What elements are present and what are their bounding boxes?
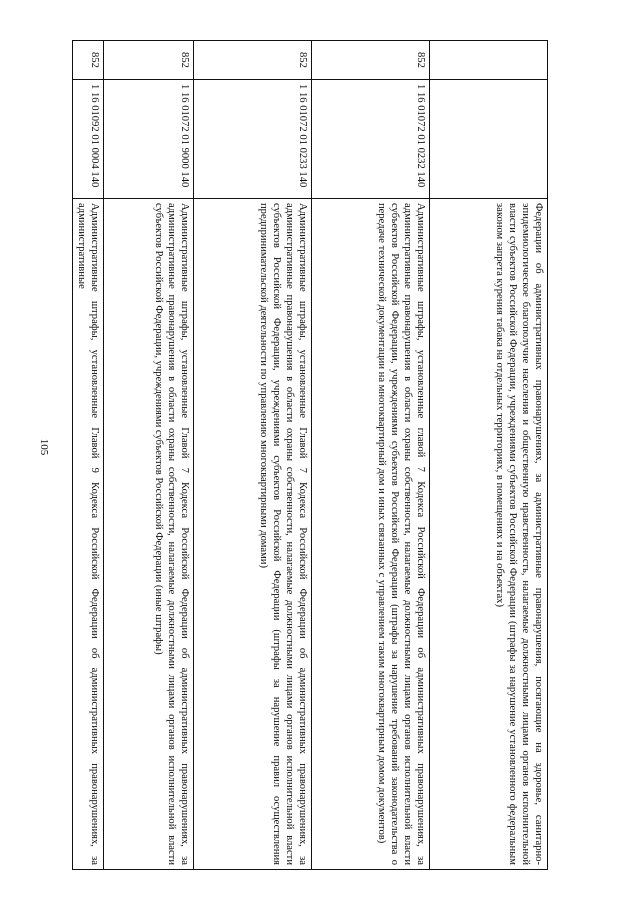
description-cell: Административные штрафы, установленные главой 7 Кодекса Российской Федерации об административных правонарушениях, за административные правонарушения в области охраны собственности, налагаемые должностными лицами органов исполнительной власти субъектов Российской Федерации, учреждениями субъектов Российской Федерации (штрафы за нарушение требований законодательства о передаче технической документации на многоквартирный дом и иных связанных с управлением таким многоквартирным домом документов) [312, 199, 430, 870]
table-row [194, 41, 312, 870]
description-cell: Административные штрафы, установленные Главой 9 Кодекса Российской Федерации об административных правонарушениях, за административные [73, 199, 104, 870]
admin-code-cell: 852 [104, 41, 194, 80]
page-number: 105 [38, 438, 50, 456]
description-cell: Административные штрафы, установленные Главой 7 Кодекса Российской Федерации об административных правонарушениях, за административные правонарушения в области охраны собственности, налагаемые должностными лицами органов исполнительной власти субъектов Российской Федерации, учреждениями субъектов Российской Федерации (штрафы за нарушение правил осуществления предпринимательской деятельности по управлению многоквартирными домами) [194, 199, 312, 870]
admin-code-cell: 852 [312, 41, 430, 80]
table-row [430, 41, 548, 870]
rotated-table [78, 40, 548, 870]
admin-code-cell: 852 [194, 41, 312, 80]
table-row [312, 41, 430, 870]
kbk-cell: 1 16 01072 01 9000 140 [104, 80, 194, 199]
kbk-cell [430, 80, 548, 199]
admin-code-cell [430, 41, 548, 80]
document-table-area [78, 40, 548, 870]
admin-code-cell: 852 [73, 41, 104, 80]
table-row [104, 41, 194, 870]
description-cell: Федерации об административных правонарушениях, за административные правонарушения, посягающие на здоровье, санитарно-эпидемиологическое благополучие населения и общественную нравственность, налагаемые должностными лицами органов исполнительной власти субъектов Российской Федерации, учреждениями субъектов Российской Федерации (штрафы за нарушение установленного федеральным законом запрета курения табака на отдельных территориях, в помещениях и на объектах) [430, 199, 548, 870]
description-cell: Административные штрафы, установленные Главой 7 Кодекса Российской Федерации об административных правонарушениях, за административные правонарушения в области охраны собственности, налагаемые должностными лицами органов исполнительной власти субъектов Российской Федерации, учреждениями субъектов Российской Федерации (иные штрафы) [104, 199, 194, 870]
kbk-cell: 1 16 01092 01 0004 140 [73, 80, 104, 199]
income-codes-table [72, 40, 548, 870]
kbk-cell: 1 16 01072 01 0233 140 [194, 80, 312, 199]
kbk-cell: 1 16 01072 01 0232 140 [312, 80, 430, 199]
table-row [73, 41, 104, 870]
